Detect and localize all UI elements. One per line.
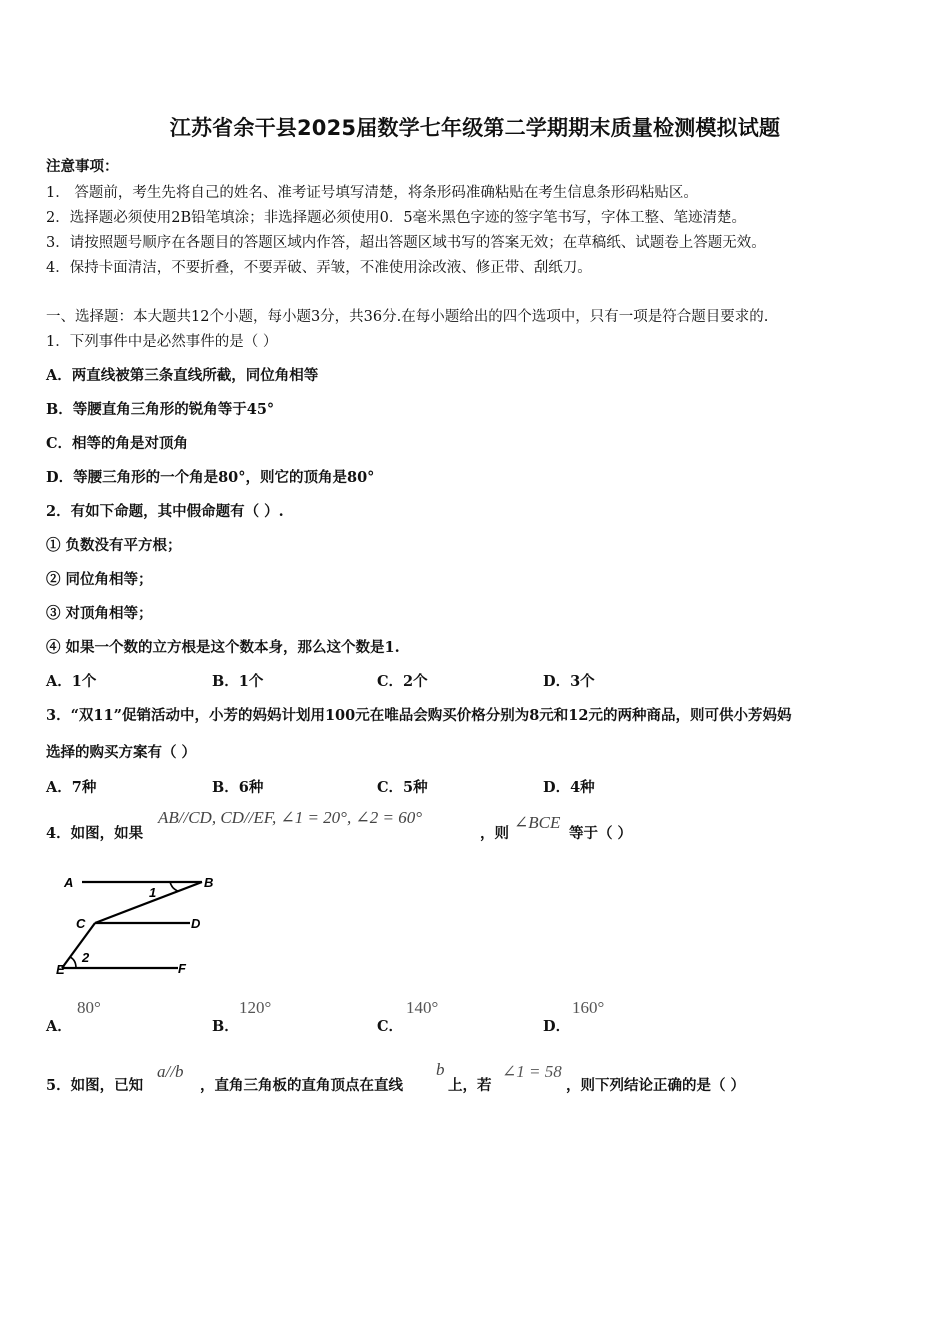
q4-mid: ，则	[480, 825, 509, 842]
q2-option-c: C．2个	[377, 673, 428, 690]
question-2-stem: 2．有如下命题，其中假命题有（ ）.	[46, 503, 284, 520]
q2-option-b: B．1个	[212, 673, 264, 690]
label-e: E	[56, 962, 65, 977]
q5-angle: ∠1 = 58	[502, 1062, 562, 1081]
q2-statement: ③ 对顶角相等；	[46, 605, 153, 622]
q4-figure	[52, 868, 222, 983]
label-c: C	[76, 916, 86, 931]
angle-2-arc	[70, 957, 76, 968]
q5-condition: a//b	[157, 1062, 184, 1081]
q4-target-angle: ∠BCE	[514, 813, 561, 832]
q1-option-c: C．相等的角是对顶角	[46, 435, 189, 452]
q3-option-c: C．5种	[377, 779, 428, 796]
label-f: F	[178, 961, 186, 976]
q3-option-d: D．4种	[543, 779, 595, 796]
notice-item: 3．请按照题号顺序在各题目的答题区域内作答，超出答题区域书写的答案无效；在草稿纸、试题卷上答题无效。	[46, 235, 766, 251]
label-angle-1: 1	[149, 885, 157, 900]
q4-option-b-value: 120°	[239, 998, 272, 1017]
q5-mid2: 上，若	[448, 1077, 492, 1094]
question-1-stem: 1．下列事件中是必然事件的是（ ）	[46, 334, 278, 350]
q1-option-a: A．两直线被第三条直线所截，同位角相等	[46, 367, 319, 384]
q1-option-b: B．等腰直角三角形的锐角等于45°	[46, 401, 275, 418]
angle-1-arc	[170, 882, 178, 891]
q2-statement: ① 负数没有平方根；	[46, 537, 182, 554]
q2-statement: ④ 如果一个数的立方根是这个数本身，那么这个数是1.	[46, 639, 400, 656]
q5-line-b: b	[436, 1060, 445, 1079]
q4-option-c-value: 140°	[406, 998, 439, 1017]
q2-option-a: A．1个	[46, 673, 97, 690]
q4-option-c-letter: C．	[377, 1018, 404, 1035]
notice-item: 4．保持卡面清洁，不要折叠，不要弄破、弄皱，不准使用涂改液、修正带、刮纸刀。	[46, 260, 592, 276]
page-title: 江苏省余干县2025届数学七年级第二学期期末质量检测模拟试题	[169, 116, 781, 140]
q4-suffix: 等于（ ）	[569, 825, 633, 842]
q4-condition: AB//CD, CD//EF, ∠1 = 20°, ∠2 = 60°	[158, 808, 422, 827]
q1-option-d: D．等腰三角形的一个角是80°，则它的顶角是80°	[46, 469, 375, 486]
notice-heading: 注意事项：	[46, 158, 119, 175]
q2-statement: ② 同位角相等；	[46, 571, 153, 588]
question-5-prefix: 5．如图，已知	[46, 1077, 144, 1094]
q4-option-b-letter: B．	[212, 1018, 239, 1035]
q3-option-a: A．7种	[46, 779, 97, 796]
section-heading: 一、选择题：本大题共12个小题，每小题3分，共36分.在每小题给出的四个选项中，只有一项是符合题目要求的.	[46, 309, 769, 325]
q5-mid1: ，直角三角板的直角顶点在直线	[200, 1077, 403, 1094]
q3-option-b: B．6种	[212, 779, 264, 796]
notice-item: 2．选择题必须使用2B铅笔填涂；非选择题必须使用0．5毫米黑色字迹的签字笔书写，字体工整、笔迹清楚。	[46, 210, 747, 226]
q4-option-d-value: 160°	[572, 998, 605, 1017]
notice-item: 1． 答题前，考生先将自己的姓名、准考证号填写清楚，将条形码准确粘贴在考生信息条形码粘贴区。	[46, 185, 698, 201]
q4-option-a-value: 80°	[77, 998, 101, 1017]
question-3-stem-cont: 选择的购买方案有（ ）	[46, 744, 197, 761]
question-4-prefix: 4．如图，如果	[46, 825, 144, 842]
question-3-stem: 3．“双11”促销活动中，小芳的妈妈计划用100元在唯品会购买价格分别为8元和12元的两种商品，则可供小芳妈妈	[46, 707, 792, 724]
q2-option-d: D．3个	[543, 673, 595, 690]
label-angle-2: 2	[82, 950, 90, 965]
label-b: B	[204, 875, 214, 890]
q4-option-a-letter: A．	[46, 1018, 72, 1035]
q4-option-d-letter: D．	[543, 1018, 571, 1035]
label-a: A	[64, 875, 74, 890]
label-d: D	[191, 916, 201, 931]
q5-suffix: ，则下列结论正确的是（ ）	[566, 1077, 746, 1094]
